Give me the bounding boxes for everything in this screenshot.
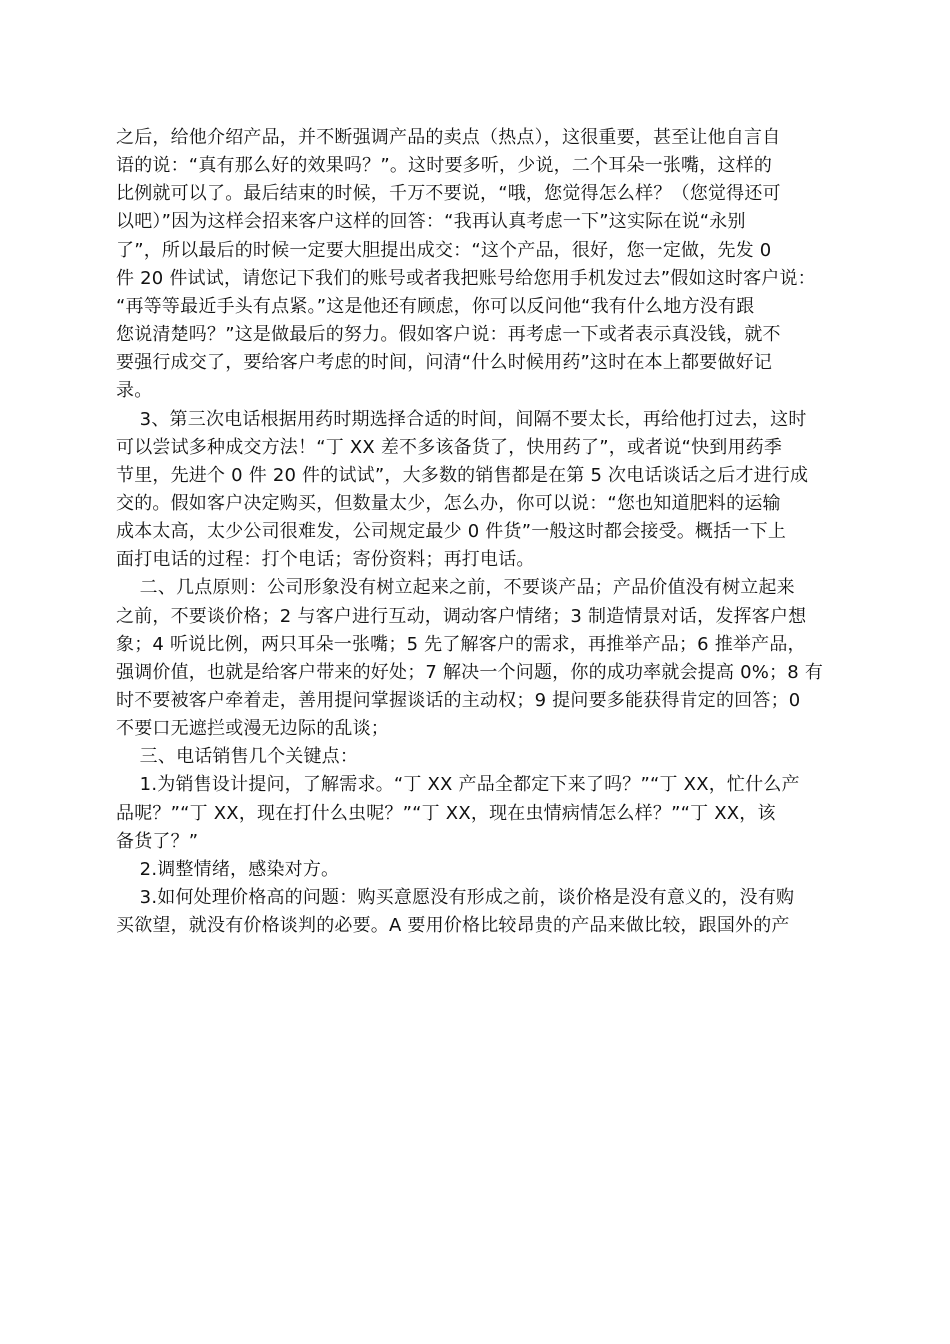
text-line: 不要口无遮拦或漫无边际的乱谈； xyxy=(116,718,389,740)
text-line: 件 20 件试试，请您记下我们的账号或者我把账号给您用手机发过去”假如这时客户说： xyxy=(116,267,816,289)
text-line: 要强行成交了，要给客户考虑的时间，问清“什么时候用药”这时在本上都要做好记 xyxy=(116,352,773,374)
text-line: 之前，不要谈价格；2 与客户进行互动，调动客户情绪；3 制造情景对话，发挥客户想 xyxy=(116,605,807,627)
text-line: 交的。假如客户决定购买，但数量太少，怎么办，你可以说：“您也知道肥料的运输 xyxy=(116,492,781,514)
text-line: 时不要被客户牵着走，善用提问掌握谈话的主动权；9 提问要多能获得肯定的回答；0 xyxy=(116,690,801,711)
text-line: 二、几点原则：公司形象没有树立起来之前，不要谈产品；产品价值没有树立起来 xyxy=(116,577,795,599)
text-line: 了”，所以最后的时候一定要大胆提出成交：“这个产品，很好，您一定做，先发 0 xyxy=(116,239,772,261)
text-line: “再等等最近手头有点紧。”这是他还有顾虑，你可以反问他“我有什么地方没有跟 xyxy=(116,295,755,317)
text-line: 3.如何处理价格高的问题：购买意愿没有形成之前，谈价格是没有意义的，没有购 xyxy=(116,887,795,909)
text-line: 2.调整情绪，感染对方。 xyxy=(116,858,340,880)
text-line: 可以尝试多种成交方法！“丁 XX 差不多该备货了，快用药了”，或者说“快到用药季 xyxy=(116,436,783,458)
text-line: 三、电话销售几个关键点： xyxy=(116,746,359,768)
text-line: 3、第三次电话根据用药时期选择合适的时间，间隔不要太长，再给他打过去，这时 xyxy=(116,408,807,430)
text-line: 比例就可以了。最后结束的时候，千万不要说，“哦，您觉得怎么样？（您觉得还可 xyxy=(116,183,781,205)
text-line: 成本太高，太少公司很难发，公司规定最少 0 件货”一般这时都会接受。概括一下上 xyxy=(116,521,787,543)
text-line: 您说清楚吗？”这是做最后的努力。假如客户说：再考虑一下或者表示真没钱，就不 xyxy=(116,324,781,346)
text-line: 面打电话的过程：打个电话；寄份资料；再打电话。 xyxy=(116,549,535,571)
text-line: 语的说：“真有那么好的效果吗？”。这时要多听，少说，二个耳朵一张嘴，这样的 xyxy=(116,155,773,177)
text-line: 象；4 听说比例，两只耳朵一张嘴；5 先了解客户的需求，再推举产品；6 推举产品， xyxy=(116,633,806,655)
text-line: 以吧）”因为这样会招来客户这样的回答：“我再认真考虑一下”这实际在说“永别 xyxy=(116,211,746,233)
text-line: 之后，给他介绍产品，并不断强调产品的卖点（热点），这很重要，甚至让他自言自 xyxy=(116,127,781,148)
text-line: 备货了？” xyxy=(116,830,199,852)
text-line: 买欲望，就没有价格谈判的必要。A 要用价格比较昂贵的产品来做比较，跟国外的产 xyxy=(116,915,790,937)
text-line: 强调价值，也就是给客户带来的好处；7 解决一个问题，你的成功率就会提高 0%；8 有 xyxy=(116,661,824,683)
text-line: 录。 xyxy=(116,380,153,402)
text-line: 1.为销售设计提问，了解需求。“丁 XX 产品全都定下来了吗？”“丁 XX，忙什么产 xyxy=(116,774,800,796)
text-line: 品呢？”“丁 XX，现在打什么虫呢？”“丁 XX，现在虫情病情怎么样？”“丁 XX，该 xyxy=(116,802,776,824)
text-line: 节里，先进个 0 件 20 件的试试”，大多数的销售都是在第 5 次电话谈话之后才进行成 xyxy=(116,464,809,486)
